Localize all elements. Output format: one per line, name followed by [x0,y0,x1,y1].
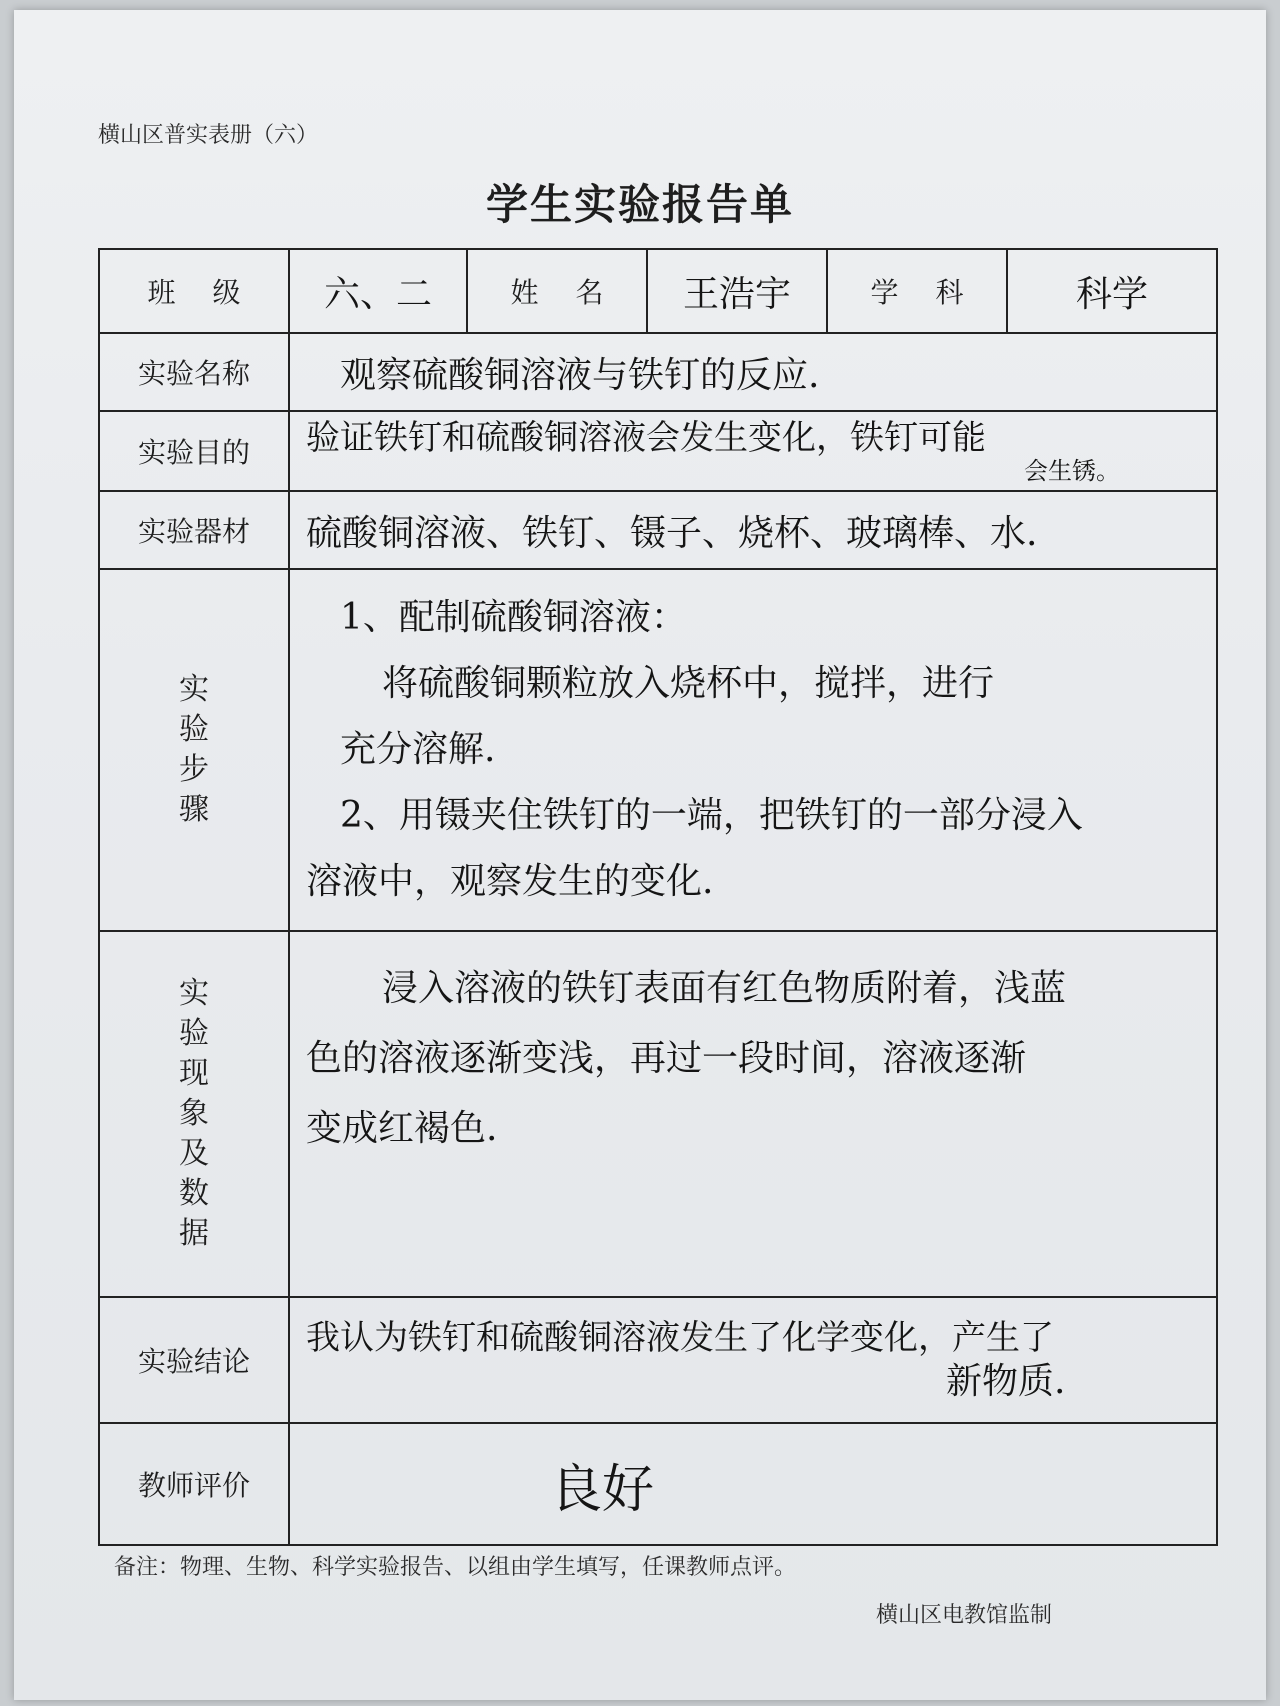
conclusion-value [289,1297,1217,1423]
report-table [98,248,1218,1546]
conclusion-text-line2: 新物质. [946,1361,1066,1402]
materials-text: 硫酸铜溶液、铁钉、镊子、烧杯、玻璃棒、水. [306,512,1038,554]
purpose-row [99,411,1217,491]
phenomena-label-char: 象 [179,1096,209,1131]
phenomena-line: 变成红褐色. [306,1108,498,1149]
experiment-name-value [289,333,1217,411]
steps-label-char: 实 [179,672,209,707]
class-value: 六、二 [289,249,467,333]
info-row [99,249,1217,333]
steps-label [99,569,289,931]
experiment-name-text: 观察硫酸铜溶液与铁钉的反应. [340,354,820,396]
purpose-label: 实验目的 [99,411,289,491]
steps-label-char: 步 [179,752,209,787]
name-label: 姓 名 [467,249,647,333]
conclusion-row [99,1297,1217,1423]
steps-label-char: 验 [179,712,209,747]
materials-label: 实验器材 [99,491,289,569]
name-value: 王浩宇 [647,249,827,333]
phenomena-line: 浸入溶液的铁钉表面有红色物质附着，浅蓝 [382,968,1067,1009]
steps-value [289,569,1217,931]
phenomena-label-char: 现 [179,1056,209,1091]
teacher-row [99,1423,1217,1545]
phenomena-label-char: 及 [179,1136,209,1171]
phenomena-label-char: 据 [179,1216,209,1251]
teacher-value: 良好 [289,1423,1217,1545]
subject-label: 学 科 [827,249,1007,333]
publisher-label: 横山区电教馆监制 [876,1603,1053,1628]
steps-line: 充分溶解. [340,729,496,770]
class-label: 班 级 [99,249,289,333]
purpose-text-line2: 会生锈。 [1024,457,1120,485]
purpose-value [289,411,1217,491]
phenomena-line: 色的溶液逐渐变浅，再过一段时间，溶液逐渐 [306,1038,1027,1079]
footnote: 备注：物理、生物、科学实验报告、以组由学生填写，任课教师点评。 [114,1555,797,1580]
experiment-name-row [99,333,1217,411]
phenomena-label-char: 验 [179,1016,209,1051]
steps-label-char: 骤 [179,792,209,827]
materials-row [99,491,1217,569]
steps-line: 溶液中，观察发生的变化. [306,861,714,902]
page-title: 学生实验报告单 [485,180,794,229]
form-series-label: 横山区普实表册（六） [98,123,319,148]
steps-line: 将硫酸铜颗粒放入烧杯中，搅拌，进行 [382,663,995,704]
phenomena-row [99,931,1217,1297]
conclusion-text-line1: 我认为铁钉和硫酸铜溶液发生了化学变化，产生了 [306,1318,1054,1358]
conclusion-label: 实验结论 [99,1297,289,1423]
phenomena-label [99,931,289,1297]
materials-value [289,491,1217,569]
purpose-text-line1: 验证铁钉和硫酸铜溶液会发生变化，铁钉可能 [306,418,986,458]
phenomena-value [289,931,1217,1297]
phenomena-label-char: 实 [179,976,209,1011]
experiment-name-label: 实验名称 [99,333,289,411]
phenomena-label-char: 数 [179,1176,209,1211]
steps-line: 2、用镊夹住铁钉的一端，把铁钉的一部分浸入 [340,795,1083,836]
subject-value: 科学 [1007,249,1217,333]
steps-row [99,569,1217,931]
report-sheet [14,10,1266,1700]
teacher-label: 教师评价 [99,1423,289,1545]
steps-line: 1、配制硫酸铜溶液： [340,597,687,638]
